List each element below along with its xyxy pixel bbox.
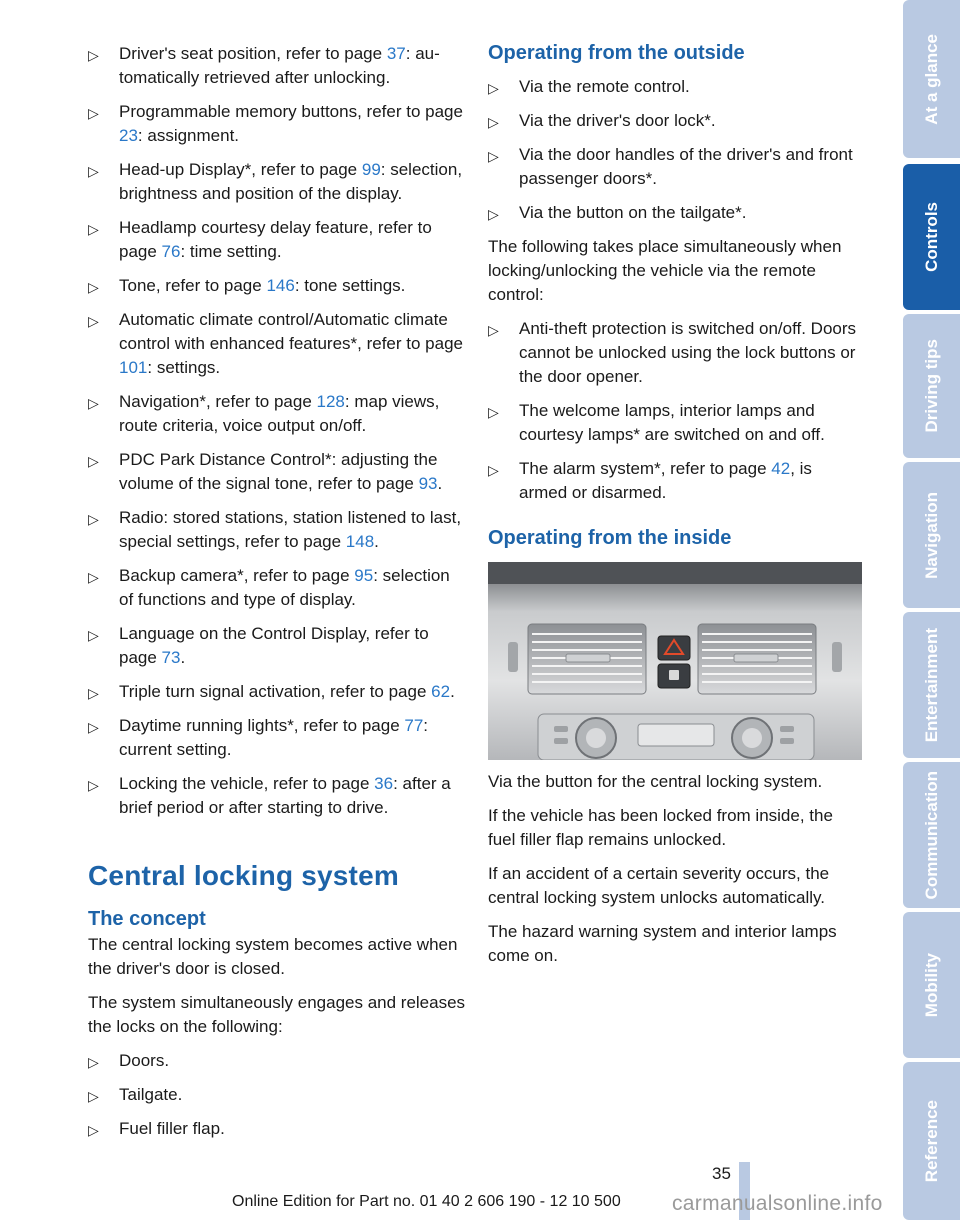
inside-paragraph-2: If an accident of a certain severity occurs, the central locking system unlocks automatically.: [488, 864, 830, 907]
page-reference-link[interactable]: 36: [374, 774, 394, 793]
bullet-arrow-icon: ▷: [88, 453, 99, 469]
inside-paragraph-3: The hazard warning system and interior lamps come on.: [488, 922, 837, 965]
chapter-tab-reference[interactable]: [903, 1062, 960, 1220]
chapter-tab-communication[interactable]: [903, 762, 960, 908]
list-item-text: Language on the Control Display, refer to page: [119, 624, 429, 667]
page-reference-link[interactable]: 73: [161, 648, 181, 667]
concept-title: The concept: [88, 908, 206, 930]
list-item: [88, 1083, 466, 1107]
list-item: [88, 564, 466, 612]
page-reference-link[interactable]: 99: [361, 160, 381, 179]
list-item-text: Navigation*, refer to page: [119, 392, 317, 411]
list-item-text: : selection of functions and type of display.: [119, 566, 450, 609]
page-reference-link[interactable]: 146: [266, 276, 295, 295]
list-item-text: Headlamp courtesy delay feature, refer to page: [119, 218, 432, 261]
list-item-text: Via the driver's door lock*.: [519, 111, 716, 130]
list-item-text: Locking the vehicle, refer to page: [119, 774, 375, 793]
bullet-arrow-icon: ▷: [88, 777, 99, 793]
bullet-arrow-icon: ▷: [88, 1054, 99, 1070]
page-reference-link[interactable]: 23: [119, 126, 138, 145]
list-item-text: Daytime running lights*, refer to page: [119, 716, 405, 735]
bullet-arrow-icon: ▷: [88, 105, 99, 121]
bullet-arrow-icon: ▷: [88, 313, 99, 329]
list-item-text: .: [437, 474, 443, 493]
list-item-text: Tailgate.: [119, 1085, 183, 1104]
list-item-text: : tone settings.: [294, 276, 406, 295]
chapter-tab-label: Navigation: [921, 491, 941, 579]
list-item-text: : after a brief period or after starting to drive.: [119, 774, 451, 817]
list-item-text: Fuel filler flap.: [119, 1119, 225, 1138]
chapter-tab-driving-tips[interactable]: [903, 314, 960, 458]
inside-title: Operating from the inside: [488, 527, 732, 549]
bullet-arrow-icon: ▷: [88, 47, 99, 63]
page-reference-link[interactable]: 95: [354, 566, 374, 585]
list-item: [488, 75, 864, 99]
watermark: carmanualsonline.info: [672, 1192, 883, 1215]
list-item: [488, 399, 864, 447]
list-item: [88, 216, 466, 264]
chapter-tab-controls[interactable]: [903, 164, 960, 310]
list-item-text: : selection, brightness and position of the display.: [119, 160, 463, 203]
bullet-arrow-icon: ▷: [488, 462, 499, 478]
list-item-text: Programmable memory buttons, refer to page: [119, 102, 463, 121]
list-item: [88, 1049, 466, 1073]
list-item-text: : settings.: [147, 358, 221, 377]
list-item-text: Backup camera*, refer to page: [119, 566, 355, 585]
page-number: 35: [712, 1164, 731, 1183]
list-item-text: .: [180, 648, 186, 667]
bullet-arrow-icon: ▷: [488, 404, 499, 420]
list-item: [88, 772, 466, 820]
chapter-tab-label-wrap: [903, 0, 960, 158]
chapter-tab-label-wrap: [903, 314, 960, 458]
chapter-tab-label-wrap: [903, 1062, 960, 1220]
page-reference-link[interactable]: 42: [771, 459, 791, 478]
photo-caption: Via the button for the central locking system.: [488, 772, 823, 791]
lock-items-list: [88, 1049, 466, 1141]
page-reference-link[interactable]: 148: [345, 532, 375, 551]
chapter-tab-label: Reference: [921, 1099, 941, 1183]
list-item-text: The welcome lamps, interior lamps and courtesy lamps* are switched on and off.: [519, 401, 825, 444]
chapter-tab-label-wrap: [903, 612, 960, 758]
bullet-arrow-icon: ▷: [488, 114, 499, 130]
list-item-text: : map views, route criteria, voice output on/off.: [119, 392, 440, 435]
list-item-text: : assignment.: [137, 126, 240, 145]
list-item-text: Anti-theft protection is switched on/off. Doors cannot be unlocked using the lock buttons or the door opener.: [519, 319, 857, 386]
list-item-text: .: [374, 532, 379, 551]
bullet-arrow-icon: ▷: [88, 279, 99, 295]
list-item: [488, 109, 864, 133]
chapter-tab-label: Mobility: [921, 952, 941, 1018]
bullet-arrow-icon: ▷: [488, 148, 499, 164]
list-item-text: Tone, refer to page: [119, 276, 267, 295]
list-item: [88, 714, 466, 762]
page-reference-link[interactable]: 76: [161, 242, 181, 261]
edition-footer: Online Edition for Part no. 01 40 2 606 190 - 12 10 500: [232, 1193, 621, 1210]
list-item-text: Radio: stored stations, station listened to last, special settings, refer to page: [119, 508, 462, 551]
bullet-arrow-icon: ▷: [88, 511, 99, 527]
list-item-text: Via the button on the tailgate*.: [519, 203, 747, 222]
list-item: [88, 1117, 466, 1141]
list-item: [488, 143, 864, 191]
list-item: [88, 680, 466, 704]
list-item-text: , is armed or disarmed.: [519, 459, 812, 502]
list-item-text: Automatic climate control/Automatic climate control with enhanced features*, refer to page: [119, 310, 463, 353]
list-item: [488, 457, 864, 505]
bullet-arrow-icon: ▷: [488, 322, 499, 338]
settings-list: [88, 42, 466, 820]
chapter-tab-label: Communication: [921, 770, 941, 900]
right-column: [488, 42, 864, 978]
list-item: [88, 390, 466, 438]
bullet-arrow-icon: ▷: [88, 395, 99, 411]
list-item: [88, 622, 466, 670]
concept-paragraph-2: The system simultaneously engages and releases the locks on the following:: [88, 993, 466, 1036]
chapter-tab-label-wrap: [903, 164, 960, 310]
chapter-tab-label-wrap: [903, 912, 960, 1058]
list-item-text: Triple turn signal activation, refer to page: [119, 682, 432, 701]
list-item: [88, 100, 466, 148]
page-reference-link[interactable]: 128: [316, 392, 345, 411]
list-item-text: Head-up Display*, refer to page: [119, 160, 362, 179]
list-item: [88, 42, 466, 90]
page-reference-link[interactable]: 37: [386, 44, 406, 63]
list-item: [88, 308, 466, 380]
list-item: [488, 201, 864, 225]
bullet-arrow-icon: ▷: [88, 163, 99, 179]
chapter-tab-mobility[interactable]: [903, 912, 960, 1058]
chapter-tab-navigation[interactable]: [903, 462, 960, 608]
list-item-text: : current setting.: [119, 716, 429, 759]
bullet-arrow-icon: ▷: [88, 1088, 99, 1104]
central-locking-button-photo: [488, 562, 862, 760]
chapter-tab-label-wrap: [903, 462, 960, 608]
chapter-tabs: [903, 0, 960, 1222]
bullet-arrow-icon: ▷: [88, 627, 99, 643]
concept-paragraph-1: The central locking system becomes active when the driver's door is closed.: [88, 935, 458, 978]
list-item: [88, 158, 466, 206]
list-item-text: Via the remote control.: [519, 77, 690, 96]
bullet-arrow-icon: ▷: [88, 569, 99, 585]
list-item: [88, 274, 466, 298]
list-item-text: : time setting.: [180, 242, 282, 261]
bullet-arrow-icon: ▷: [488, 206, 499, 222]
list-item: [88, 506, 466, 554]
chapter-tab-label: Controls: [921, 202, 941, 272]
bullet-arrow-icon: ▷: [88, 685, 99, 701]
list-item: [88, 448, 466, 496]
page-reference-link[interactable]: 62: [431, 682, 451, 701]
chapter-tab-label: Driving tips: [921, 339, 941, 433]
chapter-tab-label: Entertainment: [921, 627, 941, 743]
bullet-arrow-icon: ▷: [88, 221, 99, 237]
chapter-tab-entertainment[interactable]: [903, 612, 960, 758]
page-reference-link[interactable]: 101: [119, 358, 148, 377]
list-item-text: PDC Park Distance Control*: adjusting the volume of the signal tone, refer to page: [119, 450, 438, 493]
list-item-text: The alarm system*, refer to page: [519, 459, 772, 478]
bullet-arrow-icon: ▷: [88, 1122, 99, 1138]
outside-list: [488, 75, 864, 225]
list-item-text: Doors.: [119, 1051, 170, 1070]
list-item: [488, 317, 864, 389]
section-title: Central locking system: [88, 860, 399, 891]
list-item-text: Driver's seat position, refer to page: [119, 44, 387, 63]
list-item-text: : automatically retrieved after unlocking.: [119, 44, 440, 87]
outside-title: Operating from the outside: [488, 42, 745, 64]
list-item-text: .: [450, 682, 455, 701]
chapter-tab-at-a-glance[interactable]: [903, 0, 960, 158]
chapter-tab-label: At a glance: [921, 33, 941, 125]
bullet-arrow-icon: ▷: [88, 719, 99, 735]
outside-paragraph: The following takes place simultaneously when locking/unlocking the vehicle via the remote control:: [488, 237, 842, 304]
left-column: [88, 42, 466, 1151]
page-reference-link[interactable]: 77: [404, 716, 424, 735]
bullet-arrow-icon: ▷: [488, 80, 499, 96]
chapter-tab-label-wrap: [903, 762, 960, 908]
page-reference-link[interactable]: 93: [418, 474, 438, 493]
list-item-text: Via the door handles of the driver's and front passenger doors*.: [519, 145, 853, 188]
remote-list: [488, 317, 864, 505]
inside-paragraph-1: If the vehicle has been locked from inside, the fuel filler flap remains unlocked.: [488, 806, 833, 849]
